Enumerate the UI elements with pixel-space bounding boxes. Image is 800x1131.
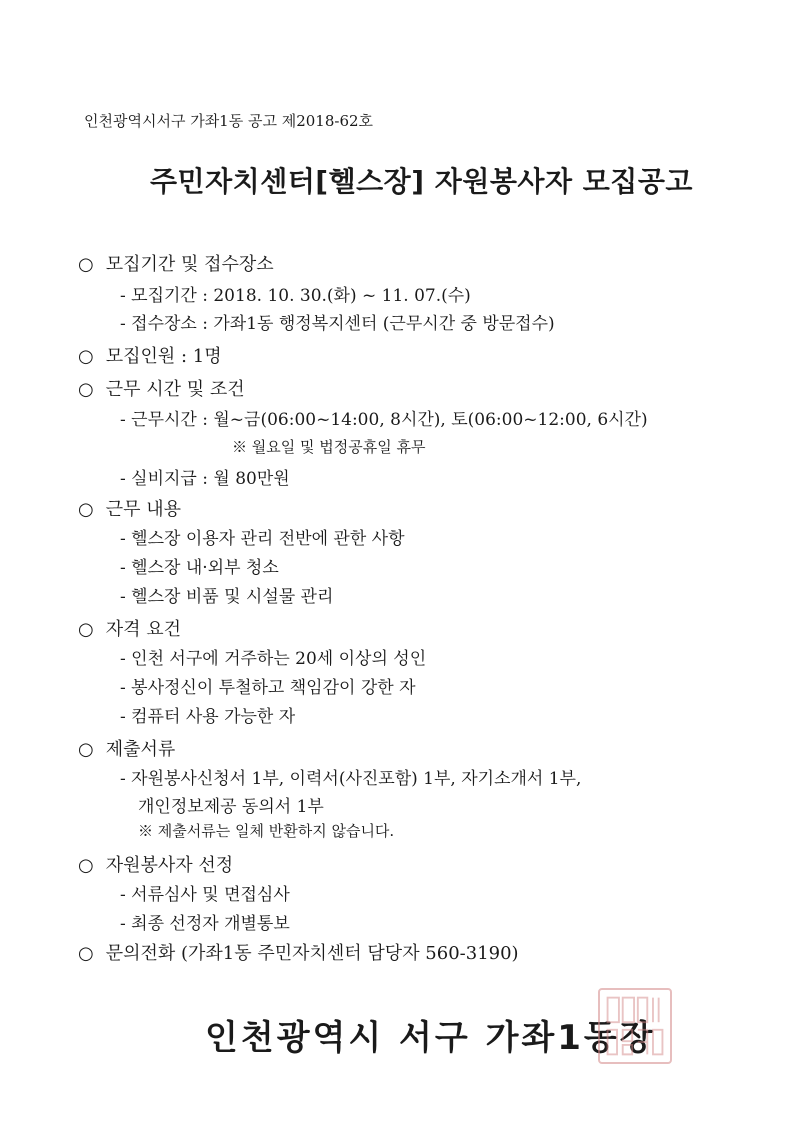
circle-bullet-icon: ○ [78, 739, 94, 760]
circle-bullet-icon: ○ [78, 619, 94, 640]
section-selection-heading [78, 851, 233, 877]
section-heading-text: 제출서류 [105, 739, 176, 760]
document-item-continued: 개인정보제공 동의서 1부 [138, 797, 324, 817]
selection-item: - 서류심사 및 면접심사 [120, 885, 290, 905]
circle-bullet-icon: ○ [78, 254, 94, 275]
section-heading-text: 모집기간 및 접수장소 [105, 254, 274, 275]
duty-item: - 헬스장 내·외부 청소 [120, 558, 279, 578]
qualification-item: - 컴퓨터 사용 가능한 자 [120, 707, 296, 727]
section-heading-text: 문의전화 (가좌1동 주민자치센터 담당자 560-3190) [105, 943, 519, 964]
issuer-signature: 인천광역시 서구 가좌1동장 [205, 1018, 656, 1058]
pay-item: - 실비지급 : 월 80만원 [120, 469, 290, 489]
section-documents-heading [78, 735, 175, 761]
section-contact-heading [78, 939, 519, 965]
section-conditions-heading [78, 375, 245, 401]
circle-bullet-icon: ○ [78, 346, 94, 367]
period-item: - 모집기간 : 2018. 10. 30.(화) ~ 11. 07.(수) [120, 286, 471, 306]
selection-item: - 최종 선정자 개별통보 [120, 914, 290, 934]
section-qualifications-heading [78, 615, 181, 641]
section-heading-text: 자격 요건 [105, 619, 182, 640]
official-seal-stamp-icon [598, 988, 672, 1064]
document-item: - 자원봉사신청서 1부, 이력서(사진포함) 1부, 자기소개서 1부, [120, 769, 582, 789]
section-duties-heading [78, 495, 181, 521]
circle-bullet-icon: ○ [78, 855, 94, 876]
notice-number: 인천광역시서구 가좌1동 공고 제2018-62호 [84, 112, 374, 130]
section-heading-text: 근무 시간 및 조건 [105, 379, 245, 400]
work-hours-item: - 근무시간 : 월~금(06:00~14:00, 8시간), 토(06:00~12:00, 6시간) [120, 410, 648, 430]
documents-note: ※ 제출서류는 일체 반환하지 않습니다. [138, 822, 395, 840]
section-headcount-heading [78, 342, 222, 368]
holiday-note: ※ 월요일 및 법정공휴일 휴무 [232, 438, 426, 456]
section-heading-text: 모집인원 : 1명 [105, 346, 222, 367]
qualification-item: - 봉사정신이 투철하고 책임감이 강한 자 [120, 678, 416, 698]
circle-bullet-icon: ○ [78, 499, 94, 520]
circle-bullet-icon: ○ [78, 379, 94, 400]
circle-bullet-icon: ○ [78, 943, 94, 964]
section-heading-text: 근무 내용 [105, 499, 182, 520]
section-period-heading [78, 250, 274, 276]
page-title: 주민자치센터[헬스장] 자원봉사자 모집공고 [150, 165, 693, 198]
seal-pattern-icon [600, 990, 670, 1062]
place-item: - 접수장소 : 가좌1동 행정복지센터 (근무시간 중 방문접수) [120, 314, 555, 334]
qualification-item: - 인천 서구에 거주하는 20세 이상의 성인 [120, 649, 427, 669]
duty-item: - 헬스장 이용자 관리 전반에 관한 사항 [120, 529, 405, 549]
section-heading-text: 자원봉사자 선정 [105, 855, 234, 876]
duty-item: - 헬스장 비품 및 시설물 관리 [120, 587, 334, 607]
